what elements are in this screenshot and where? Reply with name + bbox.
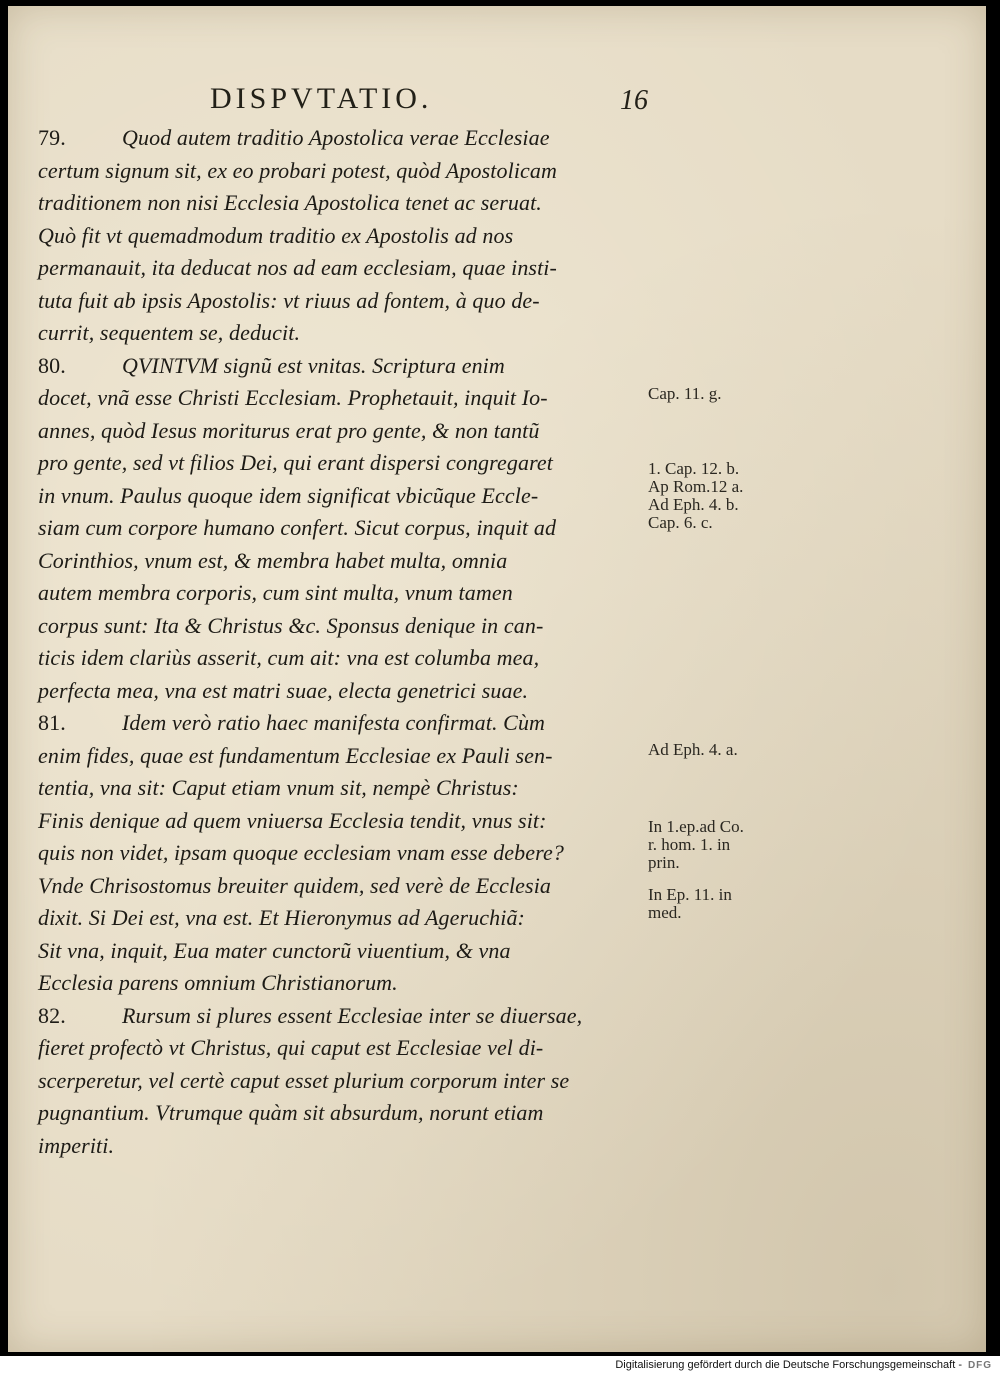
text-line: Quò fit vt quemadmodum traditio ex Apostolis ad nos	[38, 222, 514, 248]
text-line: in vnum. Paulus quoque idem significat vbicũque Eccle-	[38, 482, 539, 508]
text-line: Finis denique ad quem vniuersa Ecclesia tendit, vnus sit:	[38, 807, 547, 833]
marginal-note: Ad Eph. 4. a.	[648, 740, 738, 759]
text-line: Ecclesia parens omnium Christianorum.	[38, 970, 398, 995]
text-line: 79. Quod autem traditio Apostolica verae Ecclesiae	[38, 122, 638, 155]
text-line: 82. Rursum si plures essent Ecclesiae inter se diuersae,	[38, 1000, 638, 1033]
marginal-note: In 1.ep.ad Co. r. hom. 1. in prin.	[648, 817, 744, 872]
paragraph-number: 81.	[38, 710, 66, 735]
text-line: corpus sunt: Ita & Christus &c. Sponsus denique in can-	[38, 612, 544, 638]
text-line: fieret profectò vt Christus, qui caput est Ecclesiae vel di-	[38, 1035, 544, 1060]
marginal-note: Cap. 11. g.	[648, 384, 722, 403]
paragraph-number: 80.	[38, 352, 66, 378]
running-title: DISPVTATIO.	[210, 82, 433, 115]
text-line: tentia, vna sit: Caput etiam vnum sit, nempè Christus:	[38, 775, 519, 800]
text-line: imperiti.	[38, 1132, 115, 1158]
running-header	[8, 82, 986, 122]
paragraph-number: 79.	[38, 125, 66, 150]
marginal-note: 1. Cap. 12. b. Ap Rom.12 a. Ad Eph. 4. b. Cap. 6. c.	[648, 459, 744, 532]
text-line: 80. QVINTVM signũ est vnitas. Scriptura enim	[38, 350, 638, 383]
text-line: Corinthios, vnum est, & membra habet multa, omnia	[38, 547, 508, 573]
text-line: annes, quòd Iesus moriturus erat pro gente, & non tantũ	[38, 417, 540, 443]
main-text	[38, 122, 638, 1162]
text-line: certum signum sit, ex eo probari potest, quòd Apostolicam	[38, 157, 557, 183]
text-line: dixit. Si Dei est, vna est. Et Hieronymus ad Ageruchiã:	[38, 905, 525, 930]
text-line: autem membra corporis, cum sint multa, vnum tamen	[38, 580, 513, 605]
text-line: docet, vnã esse Christi Ecclesiam. Prophetauit, inquit Io-	[38, 385, 548, 410]
text-line: traditionem non nisi Ecclesia Apostolica tenet ac seruat.	[38, 190, 542, 215]
dfg-logo: DFG	[967, 1360, 993, 1371]
text-line: enim fides, quae est fundamentum Ecclesiae ex Pauli sen-	[38, 742, 553, 768]
text-line: pro gente, sed vt filios Dei, qui erant dispersi congregaret	[38, 450, 553, 475]
text-line: perfecta mea, vna est matri suae, electa genetrici suae.	[38, 677, 529, 703]
text-line: quis non videt, ipsam quoque ecclesiam vnam esse debere?	[38, 840, 564, 865]
manuscript-page	[8, 6, 986, 1352]
text-line: 81. Idem verò ratio haec manifesta confirmat. Cùm	[38, 707, 638, 740]
text-line: pugnantium. Vtrumque quàm sit absurdum, norunt etiam	[38, 1100, 544, 1125]
text-line: Sit vna, inquit, Eua mater cunctorũ viuentium, & vna	[38, 937, 511, 963]
text-line: currit, sequentem se, deducit.	[38, 320, 301, 345]
text-line: scerperetur, vel certè caput esset plurium corporum inter se	[38, 1067, 570, 1093]
page-number: 16	[620, 85, 648, 116]
paragraph-number: 82.	[38, 1002, 66, 1028]
marginal-note: In Ep. 11. in med.	[648, 885, 732, 922]
funding-credit: Digitalisierung gefördert durch die Deutsche Forschungsgemeinschaft -	[615, 1359, 962, 1371]
text-line: siam cum corpore humano confert. Sicut corpus, inquit ad	[38, 515, 557, 540]
text-line: ticis idem clariùs asserit, cum ait: vna est columba mea,	[38, 645, 540, 670]
text-line: tuta fuit ab ipsis Apostolis: vt riuus ad fontem, à quo de-	[38, 287, 540, 313]
text-line: Vnde Chrisostomus breuiter quidem, sed verè de Ecclesia	[38, 872, 552, 898]
footer-bar	[0, 1356, 1000, 1377]
text-line: permanauit, ita deducat nos ad eam ecclesiam, quae insti-	[38, 255, 557, 280]
